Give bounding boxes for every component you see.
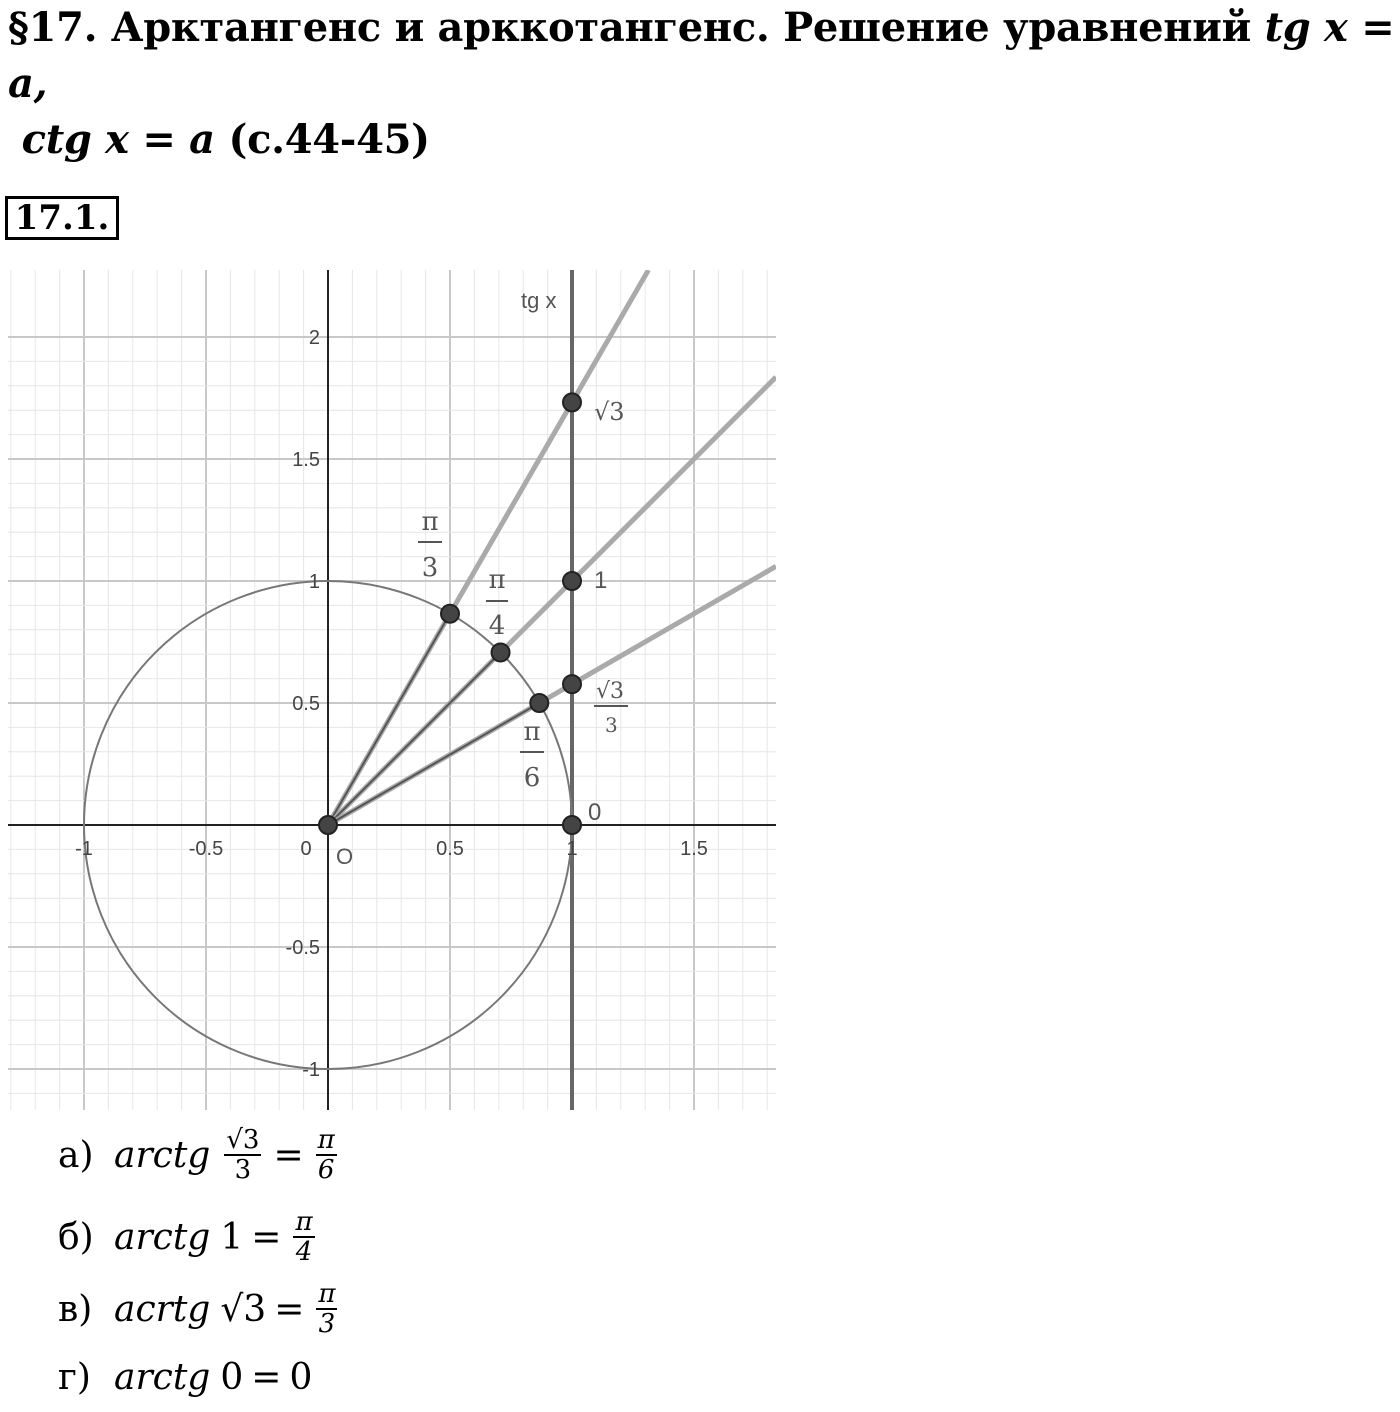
y-tick-label: -0.5 [285,937,320,959]
problem-number: 17.1. [5,196,119,240]
answer-label: б) [58,1216,94,1258]
angle-label-pi-3-den: 3 [421,553,439,583]
x-tick-label: -1 [75,838,93,860]
argument: √3 [220,1288,267,1330]
answer-b [58,1202,319,1272]
argument: 0 [220,1356,244,1398]
rays [328,270,776,825]
axes [8,270,776,1110]
angle-label-pi-6-num: π [523,717,541,747]
answer-label: а) [58,1134,94,1176]
function-name: arctg [114,1356,211,1398]
tangent-point-0 [563,393,581,411]
angle-label-pi-4 [486,565,508,641]
fraction-denominator: 3 [318,1309,336,1339]
heading-pages: (с.44-45) [214,116,430,163]
answer-g [58,1342,312,1412]
circle-point-30deg [530,694,548,712]
fraction-denominator: 6 [317,1155,335,1185]
answer-a [58,1120,341,1190]
argument: 1 [220,1216,244,1258]
tangent-label-sqrt3-3-den: 3 [605,713,618,737]
angle-label-pi-6-den: 6 [523,763,541,793]
x-tick-label: -0.5 [188,838,224,860]
answer-label: в) [58,1288,93,1330]
result-fraction [316,1280,337,1338]
y-tick-label: -1 [302,1059,320,1081]
tangent-label-sqrt3-3-num: √3 [596,679,625,704]
x-tick-label: 1.5 [680,838,708,860]
heading-text: §17. Арктангенс и арккотангенс. Решение уравнений [8,4,1265,51]
answer-label: г) [58,1356,91,1398]
equals-sign: = [251,1356,282,1398]
angle-label-pi-4-num: π [488,565,506,595]
tangent-label-one: 1 [594,567,608,594]
heading-equation-ctg: ctg x = a [21,116,215,163]
equals-sign: = [251,1216,282,1258]
result: 0 [289,1356,313,1398]
tg-axis-label: tg x [521,288,557,313]
tangent-label-sqrt3: √3 [594,398,625,426]
fraction-denominator: 4 [295,1237,313,1267]
angle-label-pi-4-den: 4 [488,611,506,641]
x-tick-label: 0.5 [436,838,464,860]
tangent-point-1 [563,572,581,590]
grid [8,270,776,1110]
origin-point [319,816,337,834]
tangent-label-zero: 0 [588,799,602,826]
result-fraction [293,1208,314,1266]
section-heading [8,0,1398,168]
angle-label-pi-3 [418,507,442,583]
y-tick-label: 0.5 [292,693,320,715]
x-tick-label: 0 [300,838,312,860]
argument-fraction [224,1126,261,1184]
function-name: arctg [114,1134,211,1176]
origin-label: O [336,844,354,869]
tangent-point-2 [563,675,581,693]
fraction-numerator: π [318,1279,336,1309]
circle-point-45deg [492,643,510,661]
angle-label-pi-3-num: π [421,507,439,537]
tangent-point-3 [563,816,581,834]
fraction-numerator: √3 [226,1125,260,1155]
y-tick-label: 1 [308,571,320,593]
equals-sign: = [274,1288,305,1330]
fraction-denominator: 3 [234,1155,252,1185]
equals-sign: = [273,1134,304,1176]
y-tick-label: 1.5 [292,449,320,471]
answer-v [58,1274,341,1344]
result-fraction [316,1126,337,1184]
heading-equation-tg: tg x = a, [8,4,1395,107]
heading-line-1 [8,0,1398,112]
heading-line-2 [8,112,1398,168]
unit-circle-graph [8,270,776,1110]
fraction-numerator: π [317,1125,335,1155]
function-name: acrtg [114,1288,211,1330]
y-tick-label: 2 [308,327,320,349]
x-tick-label: 1 [566,838,578,860]
fraction-numerator: π [295,1207,313,1237]
circle-point-60deg [441,605,459,623]
function-name: arctg [114,1216,211,1258]
